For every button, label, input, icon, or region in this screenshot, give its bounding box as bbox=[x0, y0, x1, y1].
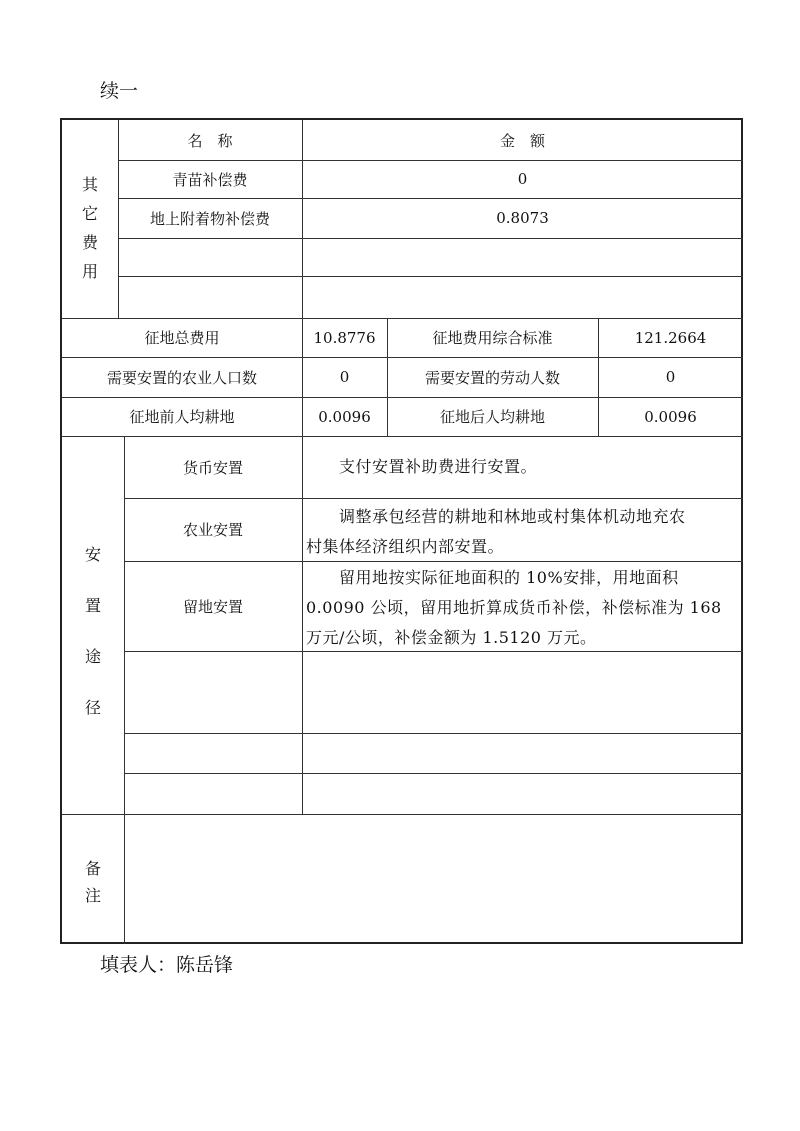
divider bbox=[124, 814, 125, 944]
land-before-value: 0.0096 bbox=[318, 407, 371, 426]
remarks-char: 注 bbox=[84, 886, 101, 905]
remarks-char: 备 bbox=[84, 859, 101, 878]
reserved-land-resettlement-label: 留地安置 bbox=[182, 597, 243, 616]
text-line: 调整承包经营的耕地和林地或村集体机动地充农 bbox=[306, 507, 686, 526]
remarks-section-label bbox=[62, 856, 124, 906]
filler-name: 陈岳锋 bbox=[176, 954, 234, 976]
agricultural-resettlement-label: 农业安置 bbox=[182, 521, 243, 539]
resettlement-char: 安 bbox=[84, 545, 101, 564]
land-acquisition-table bbox=[60, 118, 743, 944]
fee-name-seedling: 青苗补偿费 bbox=[172, 170, 248, 189]
resettlement-section-label bbox=[62, 542, 124, 718]
agricultural-resettlement-text bbox=[306, 502, 740, 562]
other-fees-char: 用 bbox=[81, 262, 98, 281]
reserved-land-resettlement-text bbox=[306, 563, 740, 653]
divider bbox=[302, 436, 303, 814]
land-before-label: 征地前人均耕地 bbox=[129, 408, 235, 426]
column-header-amount: 金 额 bbox=[499, 131, 545, 150]
labor-count-value: 0 bbox=[665, 368, 676, 386]
monetary-resettlement-label: 货币安置 bbox=[182, 458, 243, 477]
fee-name-attachments: 地上附着物补偿费 bbox=[149, 209, 270, 228]
text-line: 0.0090 公顷，留用地折算成货币补偿，补偿标准为 168 bbox=[306, 598, 722, 617]
divider bbox=[124, 773, 743, 774]
total-cost-label: 征地总费用 bbox=[144, 329, 220, 347]
form-filler bbox=[100, 950, 233, 977]
land-after-value: 0.0096 bbox=[644, 407, 697, 426]
farm-population-value: 0 bbox=[339, 368, 350, 386]
text-line: 村集体经济组织内部安置。 bbox=[306, 537, 505, 556]
fee-amount-seedling: 0 bbox=[517, 170, 528, 188]
divider bbox=[118, 238, 743, 239]
text-line: 支付安置补助费进行安置。 bbox=[306, 457, 538, 476]
other-fees-char: 其 bbox=[81, 175, 98, 194]
divider bbox=[62, 814, 743, 815]
standard-label: 征地费用综合标准 bbox=[432, 329, 553, 347]
total-cost-value: 10.8776 bbox=[313, 328, 376, 347]
divider bbox=[124, 733, 743, 734]
resettlement-char: 置 bbox=[84, 596, 101, 615]
land-after-label: 征地后人均耕地 bbox=[439, 408, 545, 426]
resettlement-char: 径 bbox=[84, 698, 101, 717]
text-line: 万元/公顷，补偿金额为 1.5120 万元。 bbox=[306, 628, 597, 647]
divider bbox=[118, 276, 743, 277]
resettlement-char: 途 bbox=[84, 647, 101, 666]
other-fees-section-label bbox=[62, 172, 118, 282]
monetary-resettlement-text bbox=[306, 452, 740, 482]
page-label: 续一 bbox=[100, 80, 139, 102]
text-line: 留用地按实际征地面积的 10%安排，用地面积 bbox=[306, 568, 679, 587]
other-fees-char: 它 bbox=[81, 204, 98, 223]
labor-count-label: 需要安置的劳动人数 bbox=[424, 368, 560, 387]
column-header-name: 名 称 bbox=[187, 131, 233, 150]
standard-value: 121.2664 bbox=[634, 328, 707, 347]
other-fees-char: 费 bbox=[81, 233, 98, 252]
fee-amount-attachments: 0.8073 bbox=[496, 209, 549, 227]
farm-population-label: 需要安置的农业人口数 bbox=[106, 368, 257, 387]
filler-label: 填表人： bbox=[100, 954, 177, 976]
